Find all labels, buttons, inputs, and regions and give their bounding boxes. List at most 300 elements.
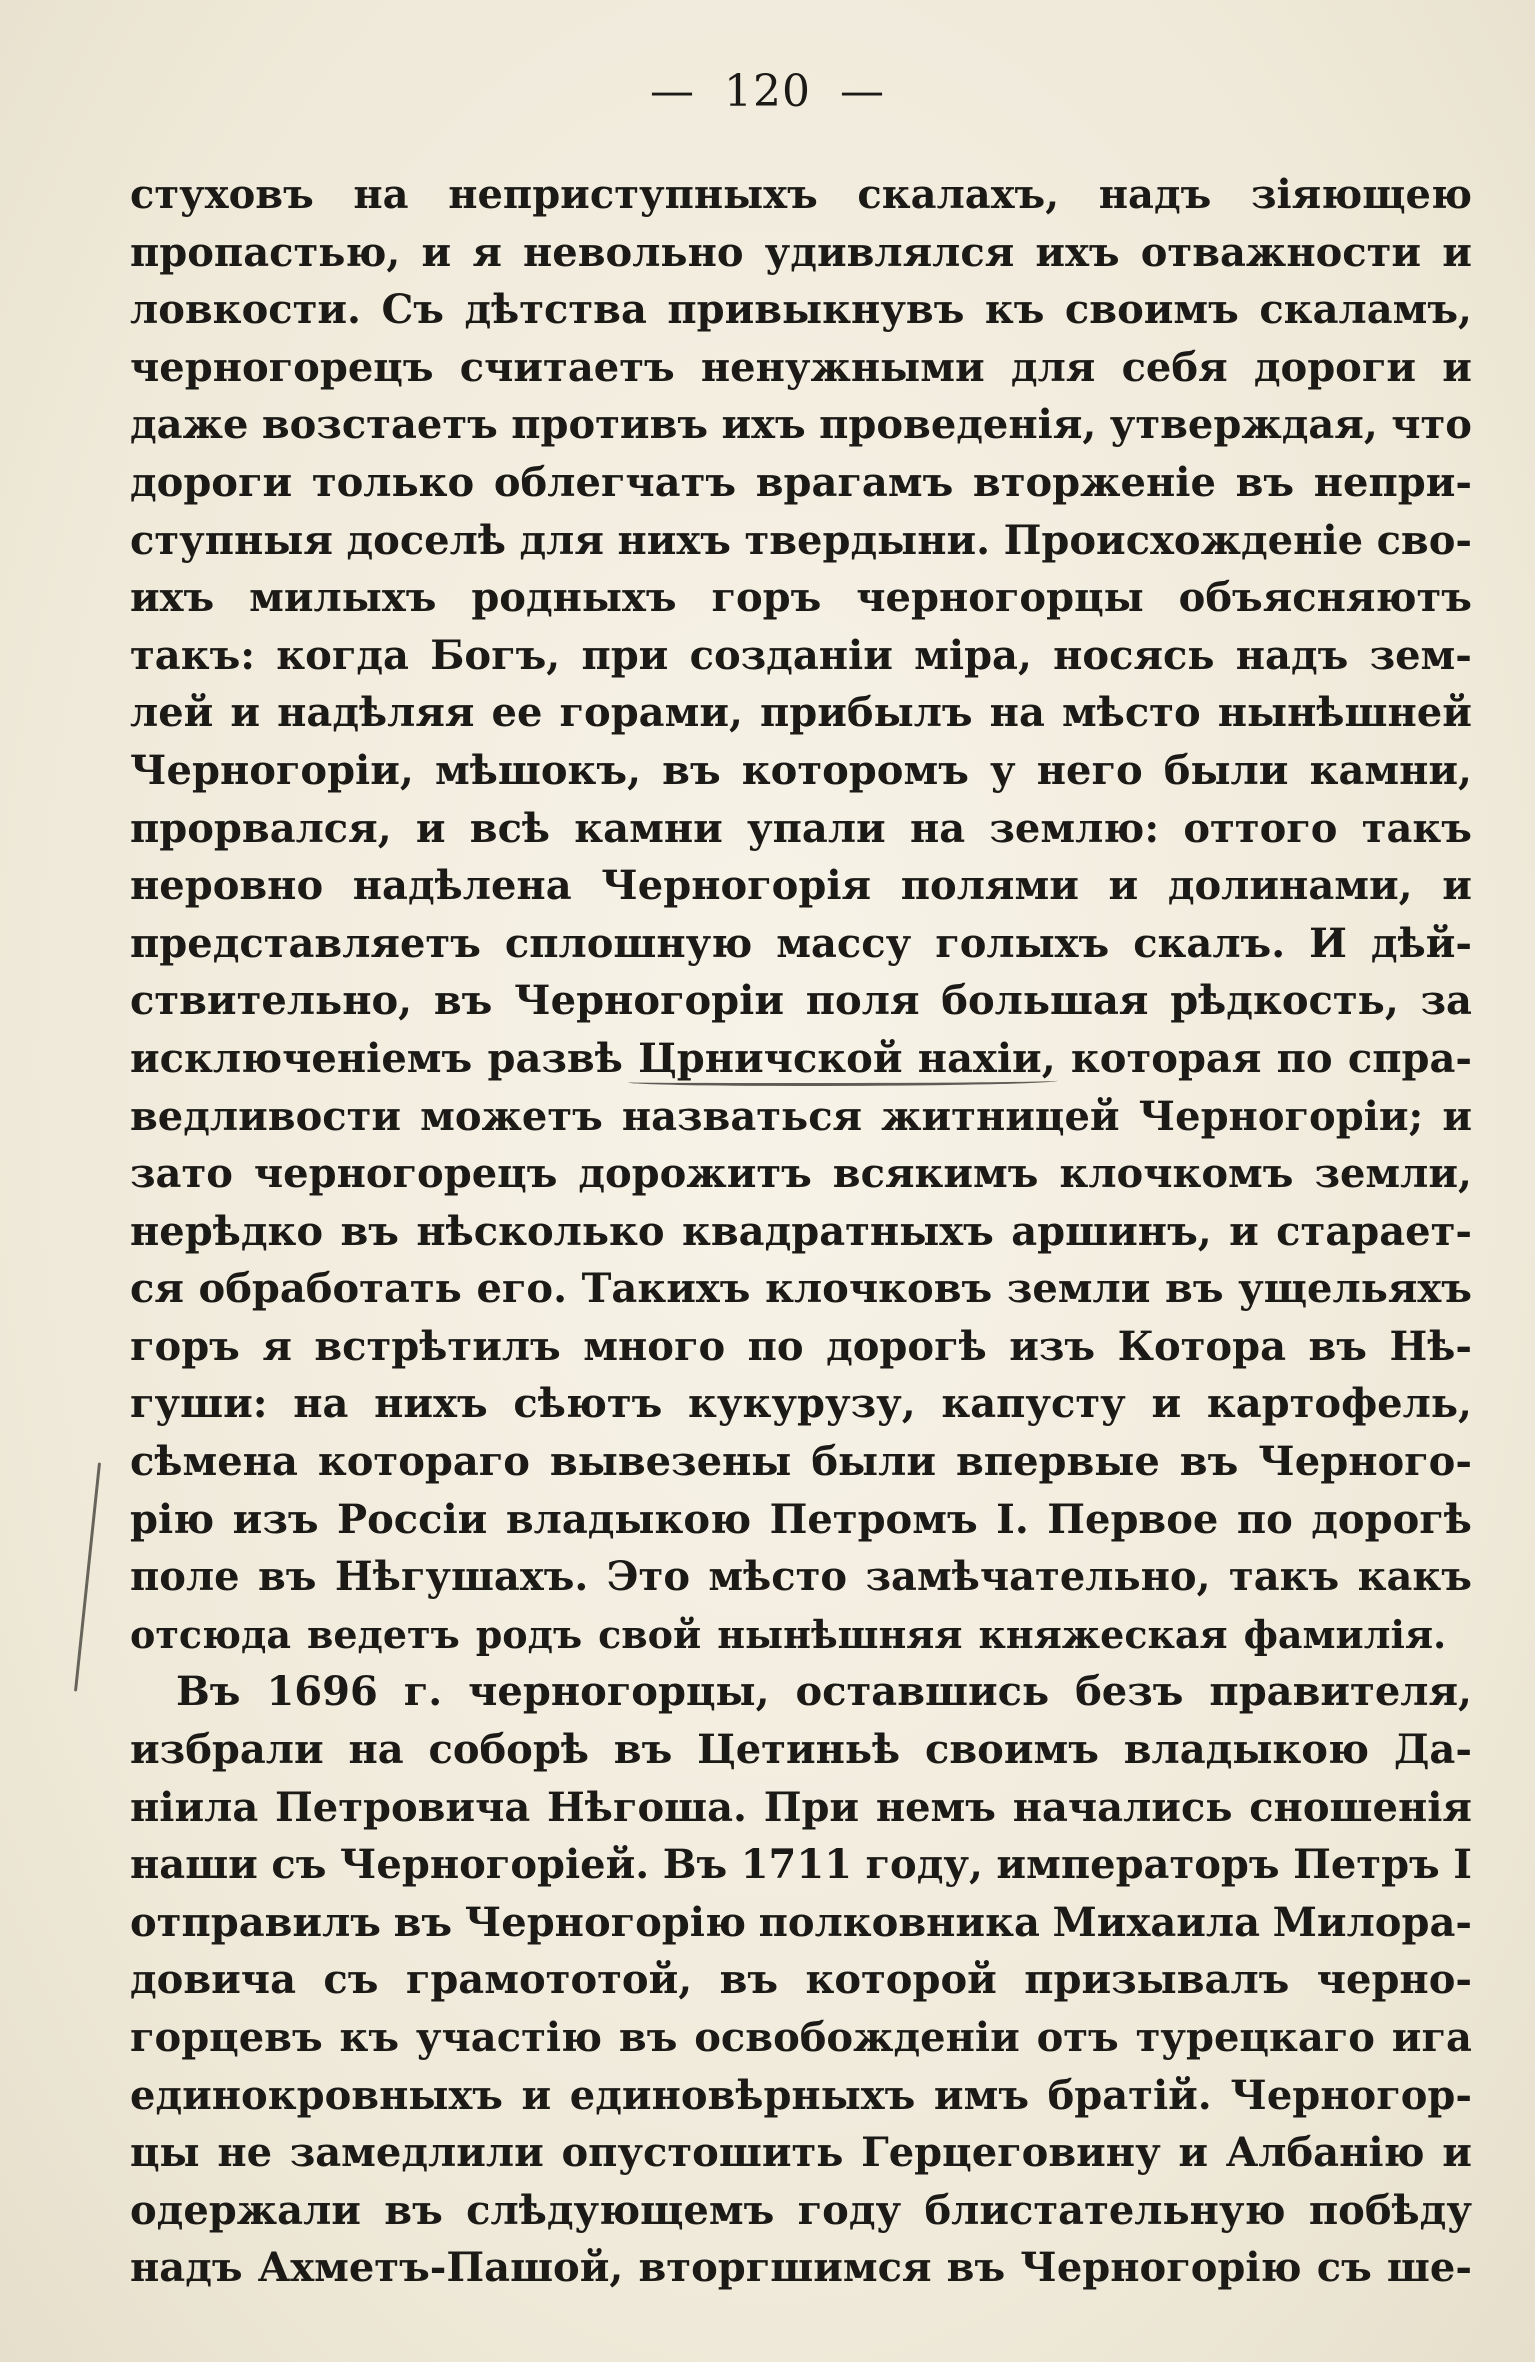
word: неровно	[130, 862, 324, 910]
word: съ	[1316, 2244, 1372, 2292]
word: избрали	[130, 1726, 324, 1774]
word: вторженіе	[972, 458, 1216, 506]
word: скалахъ,	[857, 171, 1060, 218]
body-text	[130, 166, 1472, 2297]
word: себя	[1121, 343, 1228, 391]
word: родъ	[475, 1611, 583, 1657]
word: надъ	[1098, 171, 1212, 218]
word: при	[581, 631, 669, 679]
word: всякимъ	[832, 1150, 1039, 1198]
word: поля	[805, 977, 920, 1025]
text-line	[130, 857, 1472, 915]
word: черногорецъ	[253, 1150, 558, 1198]
word: Съ	[381, 286, 444, 334]
word: ніила	[130, 1783, 259, 1831]
word: къ	[339, 2014, 400, 2061]
word: земли,	[1314, 1150, 1472, 1198]
word: Въ	[176, 1668, 241, 1716]
word: безъ	[1075, 1668, 1184, 1716]
word: начались	[1012, 1783, 1233, 1831]
word: Албанію	[1225, 2129, 1425, 2177]
text-line	[130, 1836, 1472, 1894]
word: скалъ.	[1133, 919, 1286, 967]
right-dash: —	[839, 66, 885, 117]
word: Черногорія	[601, 862, 872, 910]
word: въ	[719, 1956, 779, 2004]
word: Ахметъ-Пашой,	[257, 2244, 624, 2292]
word: отъ	[1036, 2014, 1119, 2061]
word: сплошную	[504, 919, 753, 967]
word: императоръ	[996, 1841, 1280, 1889]
word: по	[1276, 1034, 1333, 1082]
word: отправилъ	[130, 1898, 381, 1946]
word: землю:	[989, 804, 1160, 852]
word: ступныя	[130, 516, 333, 564]
word: имъ	[933, 2071, 1030, 2119]
text-line	[130, 2239, 1472, 2297]
word: ига	[1391, 2014, 1472, 2061]
word: ведливости	[130, 1092, 402, 1140]
word: полковника	[758, 1898, 1040, 1946]
word: Первое	[1047, 1495, 1219, 1543]
word: которая	[1070, 1034, 1262, 1082]
word: всѣ	[469, 804, 551, 852]
word: единокровныхъ	[130, 2071, 503, 2119]
word: сѣютъ	[513, 1380, 663, 1428]
text-line	[130, 1375, 1472, 1433]
word: врагамъ	[755, 458, 954, 506]
word: для	[519, 516, 604, 564]
word: горами,	[559, 689, 743, 737]
word: въ	[340, 1207, 399, 1255]
word: къ	[984, 286, 1045, 334]
pencil-margin-line-mark	[74, 1462, 101, 1691]
word: наши	[130, 1841, 258, 1889]
word: доселѣ	[346, 516, 506, 564]
word: противъ	[511, 401, 709, 449]
word: Въ	[662, 1841, 728, 1889]
text-line-paragraph-start	[130, 1663, 1472, 1721]
word: въ	[662, 746, 721, 794]
word: представляетъ	[130, 919, 481, 967]
word: твердыни.	[744, 516, 991, 564]
word: надъ	[1235, 631, 1349, 679]
word: году,	[865, 1841, 983, 1889]
word: его.	[476, 1265, 568, 1313]
word: черногорецъ	[130, 343, 434, 391]
text-line	[130, 166, 1472, 224]
text-line	[130, 1721, 1472, 1779]
word: картофель,	[1206, 1380, 1472, 1428]
word: нихъ	[617, 516, 731, 564]
word: проведенія,	[819, 401, 1097, 449]
word: развѣ	[487, 1034, 623, 1082]
word: дороги	[130, 458, 293, 506]
word: въ	[258, 1553, 317, 1601]
word: міра,	[914, 631, 1032, 679]
word: ся	[130, 1265, 184, 1313]
word: и	[1442, 2129, 1472, 2177]
left-dash: —	[650, 66, 695, 117]
word: клочковъ	[765, 1265, 993, 1313]
word: При	[763, 1783, 860, 1831]
word: 1711	[740, 1841, 853, 1889]
text-line	[130, 1260, 1472, 1318]
word: единовѣрныхъ	[569, 2071, 916, 2119]
word: Черногоріи;	[1138, 1092, 1424, 1140]
text-line	[130, 1030, 1472, 1088]
word: Нѣгоша.	[547, 1783, 747, 1831]
word: на	[989, 689, 1045, 737]
word: Черногор-	[1230, 2071, 1472, 2119]
word: владыкою	[505, 1495, 752, 1543]
word: прорвался,	[130, 804, 392, 852]
word: которой	[805, 1956, 997, 2004]
word: ведетъ	[306, 1611, 460, 1657]
word: утверждая,	[1109, 401, 1378, 449]
word: не	[217, 2129, 273, 2177]
word: грамототой,	[405, 1956, 693, 2004]
word: даже	[130, 401, 249, 449]
word: Богъ,	[430, 631, 561, 679]
word: прибылъ	[760, 689, 973, 737]
word: непри-	[1313, 458, 1472, 506]
text-line	[130, 2009, 1472, 2067]
word: 1696	[266, 1668, 378, 1716]
word: Герцеговину	[861, 2129, 1161, 2177]
word: побѣду	[1308, 2186, 1472, 2234]
word: спра-	[1347, 1034, 1472, 1082]
word: сво-	[1376, 516, 1472, 564]
word: соборѣ	[428, 1726, 589, 1774]
word: Происхожденіе	[1003, 516, 1364, 564]
word: отважности	[1140, 228, 1422, 276]
word: ее	[491, 689, 543, 737]
word: Нѣ-	[1389, 1322, 1472, 1370]
text-line	[130, 1318, 1472, 1376]
word: родныхъ	[471, 574, 677, 622]
word: на	[353, 171, 409, 218]
word: гуши:	[130, 1380, 268, 1428]
word: надѣлена	[352, 862, 572, 910]
word: я	[472, 228, 502, 276]
word: оттого	[1183, 804, 1338, 852]
word: когда	[276, 631, 409, 679]
word: въ	[1308, 1322, 1367, 1370]
word: Михаила	[1052, 1898, 1261, 1946]
page-number-header	[0, 62, 1535, 122]
text-line	[130, 569, 1472, 627]
word: которомъ	[741, 746, 969, 794]
text-line	[130, 2182, 1472, 2240]
word: были	[1163, 746, 1289, 794]
word: облегчатъ	[493, 458, 737, 506]
word: упали	[747, 804, 886, 852]
word: нахіи,	[917, 1034, 1056, 1082]
word: рію	[130, 1495, 215, 1543]
word: массу	[776, 919, 912, 967]
text-line	[130, 1779, 1472, 1837]
word: ненужными	[700, 343, 985, 391]
word: кукурузу,	[688, 1380, 916, 1428]
text-line	[130, 1433, 1472, 1491]
word: и	[1442, 1092, 1472, 1140]
text-line	[130, 1145, 1472, 1203]
word: Да-	[1393, 1726, 1472, 1774]
word: турецкаго	[1135, 2014, 1375, 2061]
word: невольно	[523, 228, 744, 276]
text-line	[130, 454, 1472, 512]
word: и	[1442, 862, 1472, 910]
word: освобожденіи	[694, 2014, 1020, 2061]
word: по	[747, 1322, 804, 1370]
word: нерѣдко	[130, 1207, 324, 1255]
word: Такихъ	[581, 1265, 751, 1313]
word: княжеская	[978, 1611, 1228, 1657]
text-line	[130, 1088, 1472, 1146]
word: Черногоріи	[514, 977, 785, 1025]
word: у	[990, 746, 1016, 794]
word: нынѣшней	[1217, 689, 1472, 737]
word: цы	[130, 2129, 200, 2177]
word: земли	[1006, 1265, 1151, 1313]
word: долинами,	[1167, 862, 1413, 910]
word: зато	[130, 1150, 233, 1198]
word: на	[909, 804, 966, 852]
word: мѣсто	[1061, 689, 1201, 737]
word: I	[1453, 1841, 1472, 1889]
word: за	[1420, 977, 1472, 1025]
page-number: 120	[724, 66, 811, 117]
word: правителя,	[1209, 1668, 1472, 1716]
word: горцевъ	[130, 2014, 323, 2061]
word: сѣмена	[130, 1438, 298, 1486]
word: поле	[130, 1553, 240, 1601]
word: И	[1309, 919, 1347, 967]
text-line	[130, 339, 1472, 397]
word: привыкнувъ	[667, 286, 965, 334]
word: большая	[941, 977, 1149, 1025]
word: ловкости.	[130, 286, 361, 334]
word: изъ	[1009, 1322, 1096, 1370]
text-line	[130, 1894, 1472, 1952]
word: Черного-	[1258, 1438, 1472, 1486]
word: одержали	[130, 2186, 361, 2234]
word: носясь	[1053, 631, 1215, 679]
word: и	[1108, 862, 1139, 910]
word: своимъ	[925, 1726, 1099, 1774]
word: объясняютъ	[1178, 574, 1472, 622]
word: камни	[574, 804, 723, 852]
word: дорогѣ	[1311, 1495, 1472, 1543]
word: немъ	[875, 1783, 996, 1831]
text-line	[130, 1203, 1472, 1261]
word: полями	[900, 862, 1079, 910]
word: голыхъ	[935, 919, 1110, 967]
word: Это	[606, 1553, 690, 1601]
word: фамилія.	[1243, 1611, 1447, 1657]
word: слѣдующемъ	[466, 2186, 775, 2234]
word: какъ	[1357, 1553, 1472, 1601]
word: мѣшокъ,	[434, 746, 642, 794]
word: и	[1151, 1380, 1182, 1428]
word: обработать	[198, 1265, 462, 1313]
word: стуховъ	[130, 171, 314, 218]
word: на	[293, 1380, 349, 1428]
word: участію	[415, 2014, 603, 2061]
word: встрѣтилъ	[314, 1322, 561, 1370]
word: въ	[618, 2014, 678, 2061]
word: ихъ	[130, 574, 215, 622]
word: лей	[130, 689, 214, 737]
word: житницей	[881, 1092, 1120, 1140]
word: въ	[1179, 1438, 1239, 1486]
word: я	[262, 1322, 292, 1370]
word: милыхъ	[249, 574, 437, 622]
text-line	[130, 281, 1472, 339]
word: нихъ	[374, 1380, 488, 1428]
word: дѣй-	[1370, 919, 1472, 967]
word: году	[797, 2186, 902, 2234]
word: созданіи	[689, 631, 893, 679]
word: дѣтства	[464, 286, 647, 334]
word: такъ	[1228, 1553, 1340, 1601]
word: въ	[1235, 458, 1295, 506]
word: ущельяхъ	[1238, 1265, 1472, 1313]
word: по	[1236, 1495, 1293, 1543]
word: Нѣгушахъ.	[334, 1553, 589, 1601]
text-line	[130, 1548, 1472, 1606]
word: въ	[946, 2244, 1006, 2292]
word: такъ	[1361, 804, 1472, 852]
word: и	[415, 804, 446, 852]
word: нынѣшняя	[717, 1611, 963, 1657]
word: и	[1442, 343, 1472, 391]
word: и	[521, 2071, 552, 2119]
word: пропастью,	[130, 228, 401, 276]
word: довича	[130, 1956, 296, 2004]
word: оставшись	[795, 1668, 1050, 1716]
word: въ	[1165, 1265, 1224, 1313]
text-line	[130, 1951, 1472, 2009]
text-line	[130, 742, 1472, 800]
word: много	[583, 1322, 726, 1370]
word: черногорцы,	[468, 1668, 770, 1716]
word: только	[311, 458, 475, 506]
word: своимъ	[1064, 286, 1239, 334]
word: мѣсто	[708, 1553, 848, 1601]
word: дорогѣ	[826, 1322, 987, 1370]
word: горъ	[711, 574, 822, 622]
word: владыкою	[1123, 1726, 1370, 1774]
word: и	[230, 689, 261, 737]
word: Цетиньѣ	[697, 1726, 901, 1774]
word: и	[1178, 2129, 1209, 2177]
word: изъ	[232, 1495, 319, 1543]
word: что	[1391, 401, 1472, 449]
word: ше-	[1386, 2244, 1472, 2292]
word: назваться	[621, 1092, 863, 1140]
word: г.	[403, 1668, 443, 1716]
word: Петръ	[1293, 1841, 1440, 1889]
word: него	[1036, 746, 1143, 794]
word: сношенія	[1249, 1783, 1472, 1831]
word: Черногоріи,	[130, 746, 414, 794]
word: и	[421, 228, 452, 276]
word: отсюда	[130, 1611, 291, 1657]
text-line	[130, 684, 1472, 742]
word: въ	[384, 2186, 443, 2234]
word: Милора-	[1272, 1898, 1472, 1946]
word: призывалъ	[1024, 1956, 1290, 2004]
word: ихъ	[1035, 228, 1120, 276]
word: можетъ	[420, 1092, 603, 1140]
text-line	[130, 2124, 1472, 2182]
word: на	[348, 1726, 404, 1774]
word: Петровича	[274, 1783, 531, 1831]
text-line	[130, 396, 1472, 454]
text-line	[130, 224, 1472, 282]
word: скаламъ,	[1259, 286, 1472, 334]
word: блистательную	[924, 2186, 1286, 2234]
word: впервые	[956, 1438, 1160, 1486]
word: горъ	[130, 1322, 240, 1370]
word: съ	[271, 1841, 327, 1889]
word: дороги	[1253, 343, 1417, 391]
word: братій.	[1047, 2071, 1212, 2119]
word: въ	[393, 1898, 453, 1946]
word: аршинъ,	[1011, 1207, 1212, 1255]
word: зем-	[1369, 631, 1472, 679]
word: I.	[996, 1495, 1029, 1543]
word: возстаетъ	[261, 401, 498, 449]
word: капусту	[941, 1380, 1126, 1428]
word: Черногоріей.	[339, 1841, 650, 1889]
word: Црничской	[638, 1034, 903, 1082]
word: клочкомъ	[1059, 1150, 1294, 1198]
word: старает-	[1276, 1207, 1472, 1255]
word: удивлялся	[764, 228, 1015, 276]
word: свой	[598, 1611, 702, 1657]
word: въ	[433, 977, 493, 1025]
word: для	[1010, 343, 1096, 391]
text-line	[130, 512, 1472, 570]
word: замѣчательно,	[865, 1553, 1211, 1601]
word: Петромъ	[769, 1495, 978, 1543]
word: надъ	[130, 2244, 243, 2292]
word: квадратныхъ	[682, 1207, 994, 1255]
word: дорожитъ	[578, 1150, 812, 1198]
word: и	[1229, 1207, 1259, 1255]
text-line	[130, 915, 1472, 973]
word: Котора	[1117, 1322, 1286, 1370]
text-line	[130, 800, 1472, 858]
word: исключеніемъ	[130, 1034, 473, 1082]
word: черно-	[1316, 1956, 1472, 2004]
word: считаетъ	[459, 343, 675, 391]
text-line	[130, 972, 1472, 1030]
word: неприступныхъ	[448, 171, 818, 218]
word: надѣляя	[277, 689, 475, 737]
word: такъ:	[130, 631, 256, 679]
word: Россіи	[337, 1495, 488, 1543]
word: ихъ	[721, 401, 806, 449]
word: въ	[613, 1726, 673, 1774]
word: нѣсколько	[416, 1207, 665, 1255]
word: вывезены	[549, 1438, 792, 1486]
word: рѣдкость,	[1170, 977, 1399, 1025]
word: Черногорію	[464, 1898, 746, 1946]
